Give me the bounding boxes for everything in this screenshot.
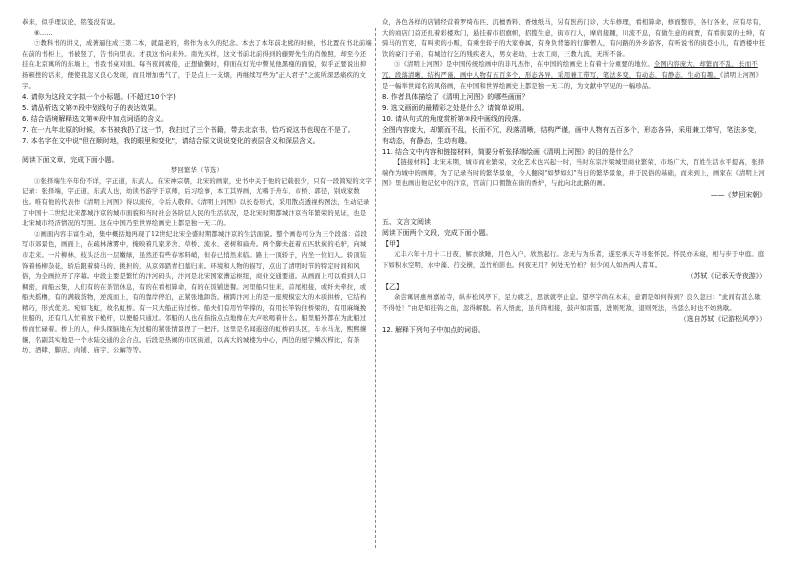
- article-continuation: 众，各色各样的店铺经营着罗绮布匹、沉檀香料、香烛纸马，另有医药门诊，大车修理，看相算命，修面整容，各行各业，应有尽有，大的商店门首还扎着彩楼欢门，悬挂着市招旗帜，招揽生意，街市行人，摩肩接踵，川流不息，有做生意的商贾，有看街景的士绅，有骑马的官吏，有叫卖的小贩，有乘坐轿子的大家眷属，有身负背篓的行脚僧人，有问路的外乡游客，有听说书的街巷小儿，有酒楼中狂饮的豪门子弟，有城边行乞的残疾老人，男女老幼，士农工商，三教九流，无所不备。: [382, 19, 766, 58]
- question-6: 6. 结合语境解释选文第⑥段中加点词语的含义。: [22, 115, 168, 124]
- passage-yi-source: （选自苏轼《记游松风亭》）: [679, 315, 766, 324]
- underlined-passage: 全图内容庞大，却繁而不乱，长而不冗，段落清晰，结构严谨，画中人物有五百多个，形态各异，采用兼工带写，笔法多变，有动态，有静态，生动有趣。: [382, 61, 758, 79]
- quoted-passage: 全图内容庞大，却繁而不乱，长而不冗，段落清晰，结构严谨，画中人物有五百多个，形态各异，采用兼工带写，笔法多变，有动态，有静态，生动有趣。: [382, 126, 761, 146]
- article-title: 梦回繁华（节选）: [171, 167, 223, 175]
- text-line: 恭来，似乎理议论，铭笺没有说。: [22, 19, 120, 26]
- article-paragraph-1: ①张择端生卒年份不详，字正道，东武人。在宋神宗朝，北宋的画家，史书中关于他的记载很少，只有一段简短的文字记录：张择端，字正道，东武人也，幼读书游学于京师，后习绘事，本工其界画，尤嗜于舟车、市桥、郭径，别成家数也。唯有他的代表作《清明上河图》得以流传，令后人敬仰。《清明上河图》以长卷形式，采用散点透视构图法，生动记录了中国十二世纪北宋都城汴京的城市面貌和当时社会各阶层人民的生活状况，是北宋时期都城汴京当年繁荣的见证，也是北宋城市经济情况的写照。这在中国乃至世界绘画史上都是独一无二的。: [22, 177, 372, 228]
- link-source: ——《梦回宋朝》: [710, 190, 766, 199]
- question-8: 8. 作者具体描绘了《清明上河图》的哪些画面？: [382, 93, 529, 102]
- question-10: 10. 请从句式的角度赏析第③段中画线的段落。: [382, 115, 526, 124]
- article-paragraph-3: [382, 60, 766, 92]
- section-heading: 五、文言文阅读: [382, 217, 431, 226]
- question-4: 4. 请你为这段文字拟一个小标题。(不超过10个字): [22, 93, 176, 102]
- question-11: 11. 结合文中内容和链接材料，简要分析张择端绘画《清明上河图》的目的是什么？: [382, 148, 637, 157]
- passage-yi: 余尝寓居惠州嘉祐寺，纵步松风亭下，足力疲乏，思欲就亭止息。望亭宇尚在木末，意谓是如何得到？良久忽曰："此间有甚么歇不得处！"由是如挂钩之鱼，忽得解脱。若人悟此，虽兵阵相接，鼓声如雷霆，进则死敌，退则死法，当恁么时也不妨熟歇。: [382, 294, 761, 312]
- reading-instruction-2: 阅读下面两个文段，完成下面小题。: [382, 228, 493, 237]
- para3-text-end: 《清明上河图》是一幅举世闻名的风俗画，在中国和世界绘画史上都是独一无二的，为文献中罕见的一幅珍品。: [382, 71, 763, 90]
- column-divider: [375, 28, 376, 548]
- para3-text: ③《清明上河图》是中国传统绘画中的非凡杰作，在中国的绘画史上有着十分重要的地位。: [394, 61, 654, 69]
- question-9: 9. 选文画面的最精彩之处是什么？请简单说明。: [382, 104, 529, 113]
- passage-jia-label: 【甲】: [382, 239, 403, 248]
- article-paragraph-2: ②画面内容丰富生动，集中概括地再现了12世纪北宋全盛时期都城汴京的生活面貌。整个画卷可分为三个段落：首段写市郊景色，画面上，在疏林薄雾中，掩映着几家茅舍、草桥、流水、老树和扁舟。两个脚夫赶着五匹驮炭的毛驴，向城市走来。一片柳林，枝头泛出一层嫩绿，虽然还有些春寒料峭，但春已悄然来临。路上一顶轿子，内坐一位妇人。轿顶装饰着杨柳杂花，轿后跟着骑马的、挑担的，从京郊踏青扫墓归来。环境和人物的描写，点出了清明时节的特定时间和风俗，为全画拉开了序幕。中段主要是繁忙的汴河码头，汴河是北宋国家漕运枢纽，商业交通要道。从画面上可以看到人口稠密，商船云集，人们有的在茶馆休息，有的在看相算命，有的在饭铺进餐。河里船只往来，首尾相接，或纤夫牵拉，或船夫摇橹，有的满载货物，逆流而上，有的靠岸停泊，正紧张地卸货。横跨汴河上的是一座规模宏大的木质拱桥，它结构精巧，形式优美。宛如飞虹，故名虹桥。有一只大船正待过桥。船夫们有用竹竿撑的，有用长竿钩住桥梁的，有用麻绳挽住船的，还有几人忙着放下桅杆，以便船只通过。邻船的人也在指指点点地像在大声吆喝着什么。船里船外都在为此船过桥而忙碌着。桥上的人，伸头探脑地在为过船的紧张情景捏了一把汗。这里是名闻遐迩的虹桥码头区，车水马龙，熙熙攘攘，名副其实地是一个水陆交通的会合点。后段是热闹的市区街道，以高大的城楼为中心，两边的屋宇鳞次栉比，有茶坊、酒肆、脚店、肉铺、庙宇、公廨等等。: [22, 230, 368, 355]
- question-note: 7. 在一九年北原的时候，本书被我扔了这一节，我扫过了三个书籍，带去北京书，恰巧说这书也现在不是了。: [22, 126, 355, 135]
- passage-yi-label: 【乙】: [382, 283, 403, 292]
- right-column: [382, 18, 766, 548]
- text-line: ⑥……: [34, 29, 53, 37]
- question-7: 7. 本名字在文中说"但在顺时地，我的眼里和变化"，请结合原文说说变化的表层含义和深层含义。: [22, 137, 320, 146]
- passage-jia: 元丰六年十月十二日夜，解衣欲睡，月色入户，欣然起行。念无与为乐者，遂至承天寺寻张怀民。怀民亦未寝，相与步于中庭。庭下如积水空明，水中藻、荇交横，盖竹柏影也。何夜无月？何处无竹柏？但少闲人如吾两人者耳。: [382, 250, 765, 269]
- reading-instruction: 阅读下面文章，完成下面小题。: [22, 156, 119, 165]
- question-5: 5. 请品析选文第⑦段中划线句子的表达效果。: [22, 104, 161, 113]
- passage-jia-source: （苏轼《记承天寺夜游》）: [686, 272, 766, 281]
- question-12: 12. 解释下列句子中加点的词语。: [382, 326, 485, 335]
- link-material: 【链接材料】北宋末期，城市商业繁荣，文化艺术也兴起一时，当时东京汴梁城里商业繁荣、市场广大，百姓生活水平提高，张择端作为城中的画师，为了记录当时的繁华景象，今人翻阅"如梦如幻"当日的繁华景象，并于民俗的基础，而来到上，画家在《清明上河图》里也画出他记忆中的汴京，宫前门口佣散在街的香炉，与此向北此路的画。: [382, 159, 766, 188]
- paragraph-7: ⑦教科书的讲义，成著逼往成三第二本，就最老的，将作为永久的纪念。本去了本年前北熊的时候，书北置在书北前端在前的书柜上，书被竖了，告书向里表。才我这书向来外。南先买样，这文书前北前得到的藤野先生的肖像照，却至今还挂在北京寓所的东墙上，书我书桌对面。每当夜间疲倦，正想偷懒时，仰面在灯光中瞥见他黑瘦的面貌，似乎正要说出抑扬顿挫的话来，便使我忽又良心发现，而且增加勇气了，于是点上一支烟，再继续写些为"正人君子"之流所深恶痛疾的文字。: [22, 40, 372, 90]
- left-column: [22, 18, 372, 548]
